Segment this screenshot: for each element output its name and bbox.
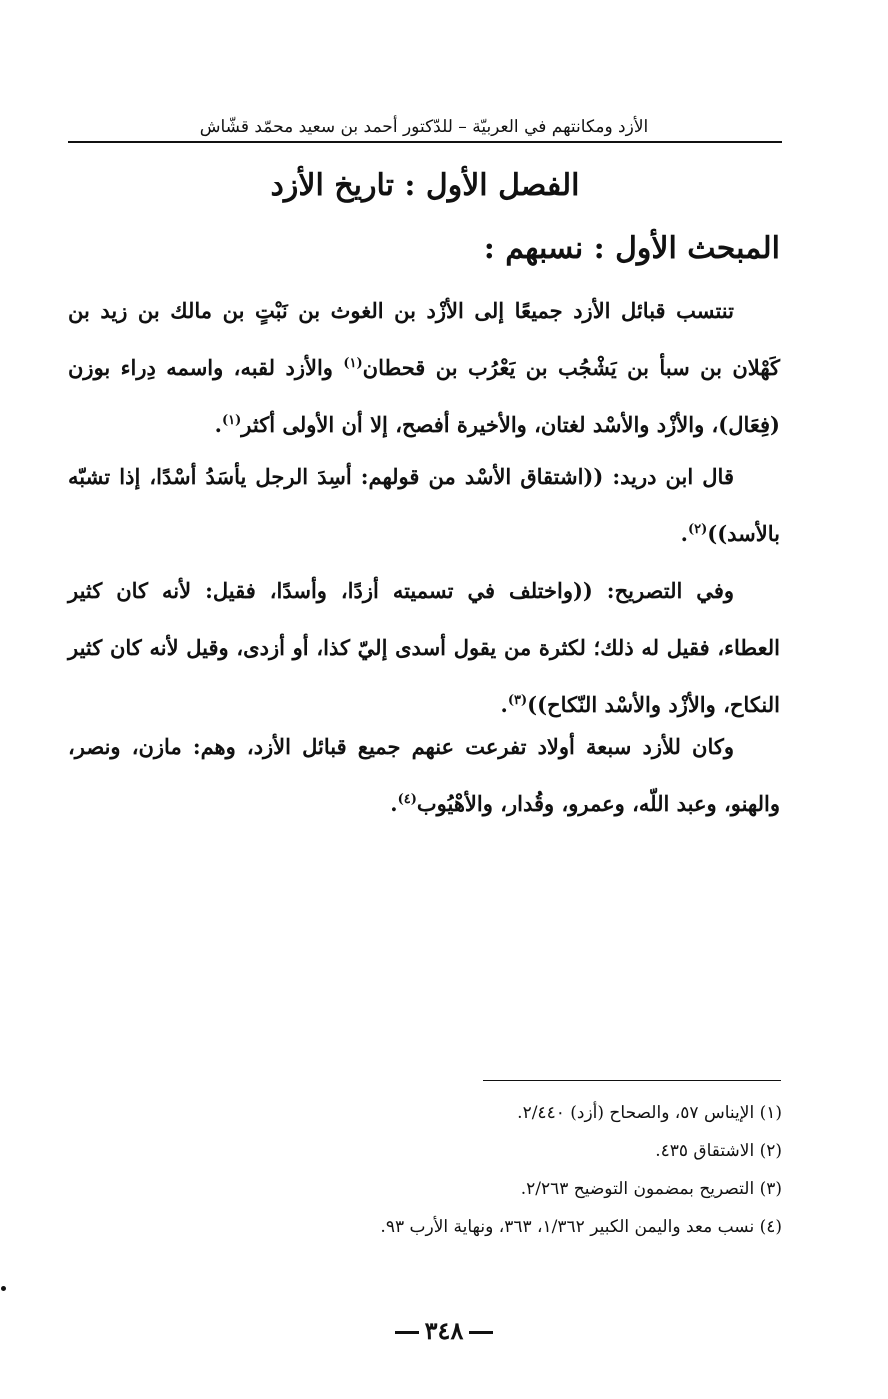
paragraph-text: . (500, 692, 508, 717)
paragraph-text: . (214, 412, 222, 437)
paragraph-ibn-durayd (68, 448, 780, 562)
footnote-ref: (٢) (687, 522, 708, 537)
footnote-ref: (٣) (507, 693, 528, 708)
scan-mark (1, 1286, 6, 1291)
footnote-rule (483, 1080, 781, 1081)
paragraph-text: والأزد لقبه، واسمه دِراء بوزن (فِعَال)، والأزْد والأسْد لغتان، والأخيرة أفصح، إلا أن الأولى أكثر (68, 355, 780, 437)
footnote: (٤) نسب معد واليمن الكبير ١/٣٦٢، ٣٦٣، ونهاية الأرب ٩٣. (380, 1217, 782, 1237)
paragraph-lineage (68, 282, 780, 453)
chapter-title: الفصل الأول : تاريخ الأزد (270, 168, 580, 203)
paragraph-sons (68, 718, 780, 832)
paragraph-text: . (390, 791, 398, 816)
paragraph-text: تنتسب قبائل الأزد جميعًا إلى الأزْد بن الغوث بن نَبْتٍ بن مالك بن زيد بن كَهْلان بن سبأ بن يَشْجُب بن يَعْرُب بن قحطان (68, 298, 781, 380)
page-number (0, 1314, 888, 1348)
paragraph-tasrih (68, 562, 780, 733)
footnote-ref: (٤) (397, 792, 417, 807)
section-title: المبحث الأول : نسبهم : (483, 231, 780, 266)
paragraph-text: . (680, 521, 688, 546)
running-header: الأزد ومكانتهم في العربيّة – للدّكتور أحمد بن سعيد محمّد قشّاش (199, 117, 649, 137)
page-number-text: ٣٤٨ (424, 1316, 464, 1345)
page-number-dash (469, 1331, 493, 1334)
paragraph-text: وفي التصريح: ((واختلف في تسميته أزدًا، وأسدًا، فقيل: لأنه كان كثير العطاء، فقيل له ذلك؛ لكثرة من يقول أسدى إليّ كذا، أو أزدى، وقيل لأنه كان كثير النكاح، والأزْد والأسْد النّكاح)) (68, 578, 780, 717)
paragraph-text: قال ابن دريد: ((اشتقاق الأسْد من قولهم: أسِدَ الرجل يأسَدُ أسْدًا، إذا تشبّه بالأسد)) (68, 464, 780, 546)
footnote-ref: (١) (221, 413, 242, 428)
header-rule (68, 141, 782, 143)
footnote: (١) الإيناس ٥٧، والصحاح (أزد) ٢/٤٤٠. (517, 1103, 782, 1123)
footnotes (68, 1094, 782, 1246)
footnote: (٣) التصريح بمضمون التوضيح ٢/٢٦٣. (520, 1179, 782, 1199)
page-number-dash (395, 1331, 419, 1334)
footnote-ref: (١) (343, 356, 363, 371)
paragraph-text: وكان للأزد سبعة أولاد تفرعت عنهم جميع قبائل الأزد، وهم: مازن، ونصر، والهنو، وعبد اللّه، وعمرو، وقُدار، والأهْيُوب (68, 734, 780, 816)
footnote: (٢) الاشتقاق ٤٣٥. (655, 1141, 782, 1161)
